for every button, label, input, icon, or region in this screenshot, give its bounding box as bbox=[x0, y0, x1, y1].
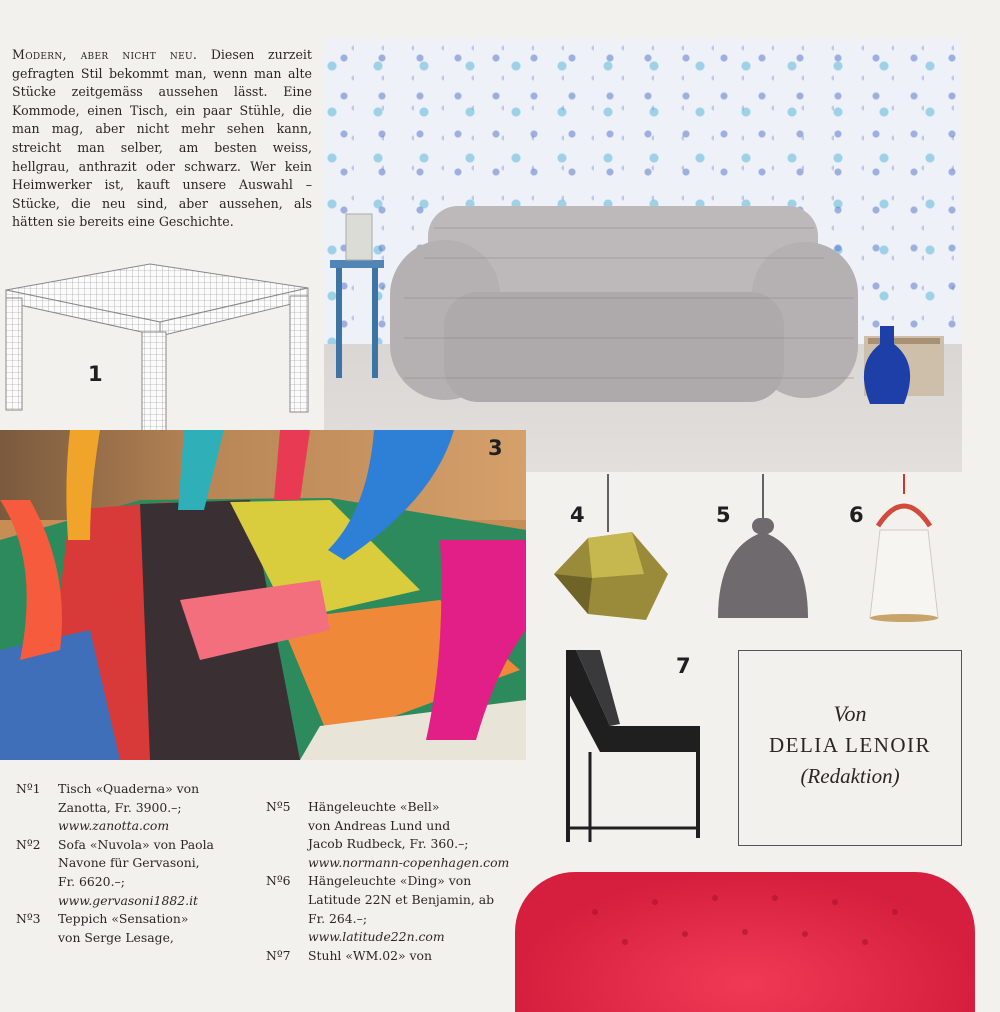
captions-left bbox=[16, 780, 256, 947]
caption-line: Navone für Gervasoni, bbox=[58, 855, 200, 871]
intro-body: Diesen zurzeit gefragten Stil bekommt man, wenn man alte Stücke zeitgemäss aussehen lässt. Eine Kommode, einen Tisch, ein paar Stühle, die man mag, aber nicht mehr sehen kann, streicht man selber, am besten weiss, hellgrau, anthrazit oder schwarz. Wer kein Heimwerker ist, kauft unsere Auswahl – Stücke, die neu sind, aber aussehen, als hätten sie bereits eine Geschichte. bbox=[12, 47, 312, 230]
caption-line: Jacob Rudbeck, Fr. 360.–; bbox=[308, 836, 469, 852]
red-tufted-sofa-photo bbox=[515, 872, 975, 1012]
lamp-ding-white bbox=[858, 474, 958, 624]
chair-wm02 bbox=[560, 648, 710, 848]
caption-line: von Andreas Lund und bbox=[308, 817, 451, 833]
item-number-5: 5 bbox=[716, 503, 731, 527]
caption-item-5 bbox=[266, 798, 516, 872]
caption-url[interactable]: www.latitude22n.com bbox=[308, 929, 445, 945]
caption-line: Fr. 6620.–; bbox=[58, 873, 125, 889]
item-number-7: 7 bbox=[676, 654, 691, 678]
item-number-6: 6 bbox=[849, 503, 864, 527]
caption-line: Sofa «Nuvola» von Paola bbox=[58, 836, 214, 852]
credit-von: Von bbox=[833, 701, 867, 726]
intro-paragraph bbox=[12, 46, 312, 232]
caption-item-6 bbox=[266, 872, 516, 946]
caption-line: Latitude 22N et Benjamin, ab bbox=[308, 891, 495, 907]
caption-number: Nº7 bbox=[266, 947, 291, 963]
item-number-4: 4 bbox=[570, 503, 585, 527]
lamp-bell bbox=[708, 474, 818, 624]
caption-number: Nº2 bbox=[16, 836, 41, 852]
caption-item-3 bbox=[16, 910, 256, 947]
caption-url[interactable]: www.normann-copenhagen.com bbox=[308, 854, 510, 870]
caption-number: Nº6 bbox=[266, 873, 291, 889]
item-number-3: 3 bbox=[488, 436, 503, 460]
sofa-nuvola-photo bbox=[324, 38, 962, 472]
caption-number: Nº3 bbox=[16, 911, 41, 927]
caption-url[interactable]: www.gervasoni1882.it bbox=[58, 892, 199, 908]
captions-right bbox=[266, 798, 516, 965]
caption-line: Teppich «Sensation» bbox=[58, 911, 189, 927]
caption-line: Stuhl «WM.02» von bbox=[308, 947, 432, 963]
credit-name: DELIA LENOIR bbox=[768, 733, 932, 757]
caption-item-2 bbox=[16, 836, 256, 910]
caption-url[interactable]: www.zanotta.com bbox=[58, 818, 170, 834]
teppich-sensation-photo bbox=[0, 430, 526, 760]
caption-line: Fr. 264.–; bbox=[308, 910, 367, 926]
caption-line: Zanotta, Fr. 3900.–; bbox=[58, 799, 182, 815]
caption-line: Hängeleuchte «Ding» von bbox=[308, 873, 472, 889]
author-credit-box bbox=[738, 650, 962, 846]
caption-line: von Serge Lesage, bbox=[58, 929, 174, 945]
caption-line: Tisch «Quaderna» von bbox=[58, 781, 200, 796]
caption-item-7 bbox=[266, 947, 516, 966]
caption-item-1 bbox=[16, 780, 256, 836]
credit-role: (Redaktion) bbox=[800, 764, 900, 788]
caption-line: Hängeleuchte «Bell» bbox=[308, 799, 440, 814]
item-number-1: 1 bbox=[88, 362, 103, 386]
table-quaderna-image bbox=[0, 258, 320, 458]
caption-number: Nº5 bbox=[266, 799, 291, 814]
lamp-ding-geometric bbox=[548, 474, 678, 624]
intro-lead: Modern, aber nicht neu. bbox=[12, 47, 198, 62]
caption-number: Nº1 bbox=[16, 781, 41, 796]
